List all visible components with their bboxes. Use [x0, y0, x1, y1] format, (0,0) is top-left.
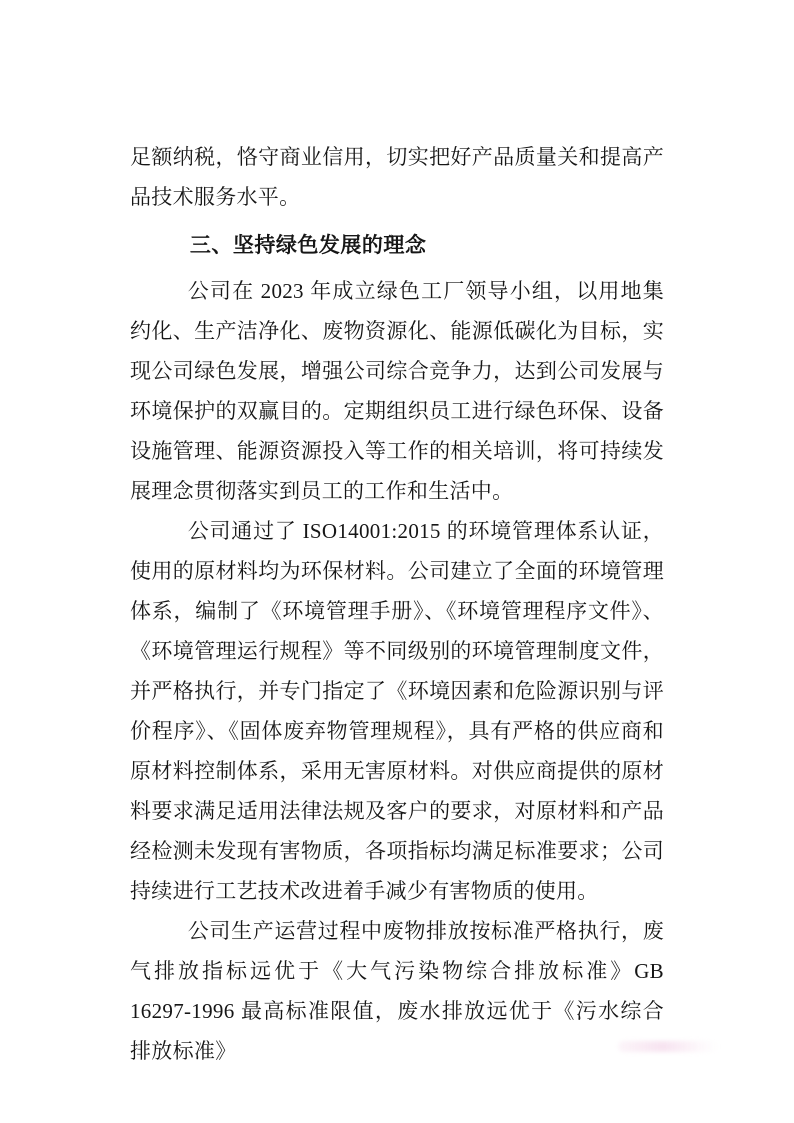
section-heading-green-development: 三、坚持绿色发展的理念: [189, 233, 427, 257]
paragraph-continuation: 足额纳税，恪守商业信用，切实把好产品质量关和提高产品技术服务水平。: [130, 145, 664, 209]
paragraph-waste-emission-standards: 公司生产运营过程中废物排放按标准严格执行，废气排放指标远优于《大气污染物综合排放标准》GB 16297-1996 最高标准限值，废水排放远优于《污水综合排放标准》: [130, 919, 664, 1063]
watermark-smudge: [618, 1041, 718, 1052]
page-content: [130, 137, 664, 1071]
paragraph-environment-management-system: 公司通过了 ISO14001:2015 的环境管理体系认证，使用的原材料均为环保材料。公司建立了全面的环境管理体系，编制了《环境管理手册》、《环境管理程序文件》、《环境管理运行规程》等不同级别的环境管理制度文件，并严格执行，并专门指定了《环境因素和危险源识别与评价程序》、《固体废弃物管理规程》，具有严格的供应商和原材料控制体系，采用无害原材料。对供应商提供的原材料要求满足适用法律法规及客户的要求，对原材料和产品经检测未发现有害物质，各项指标均满足标准要求；公司持续进行工艺技术改进着手减少有害物质的使用。: [130, 519, 664, 903]
paragraph-green-factory-group: 公司在 2023 年成立绿色工厂领导小组，以用地集约化、生产洁净化、废物资源化、能源低碳化为目标，实现公司绿色发展，增强公司综合竞争力，达到公司发展与环境保护的双赢目的。定期组织员工进行绿色环保、设备设施管理、能源资源投入等工作的相关培训，将可持续发展理念贯彻落实到员工的工作和生活中。: [130, 279, 664, 503]
